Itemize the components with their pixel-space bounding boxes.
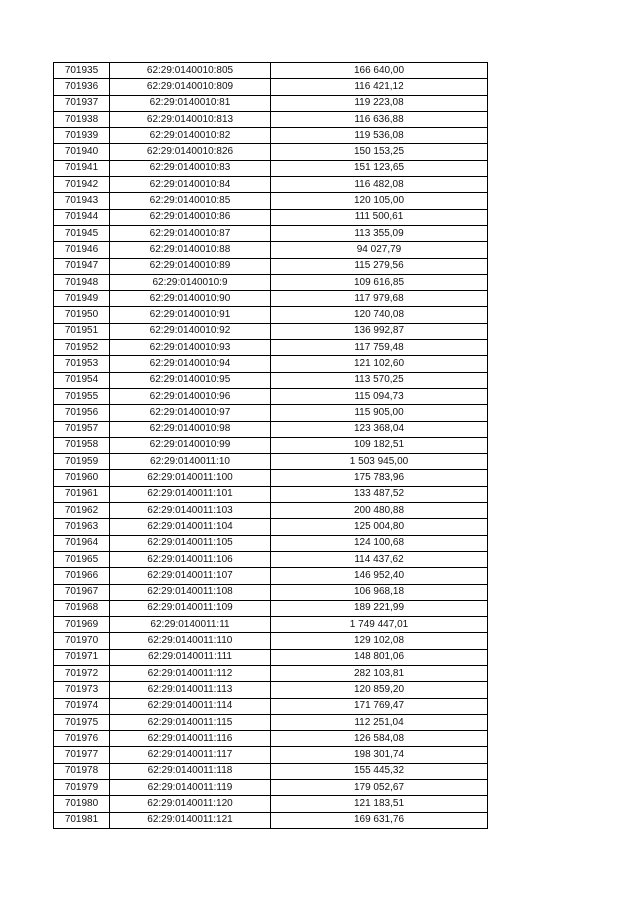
table-row xyxy=(54,600,488,616)
cadastral-value-cell: 119 223,08 xyxy=(271,95,488,111)
cadastral-number-cell: 62:29:0140011:10 xyxy=(110,454,271,470)
cadastral-value-cell: 121 183,51 xyxy=(271,796,488,812)
row-id-cell: 701981 xyxy=(54,812,110,828)
row-id-cell: 701938 xyxy=(54,111,110,127)
cadastral-value-cell: 120 740,08 xyxy=(271,307,488,323)
table-row xyxy=(54,160,488,176)
cadastral-value-cell: 1 749 447,01 xyxy=(271,617,488,633)
cadastral-value-cell: 106 968,18 xyxy=(271,584,488,600)
table-row xyxy=(54,714,488,730)
table-row xyxy=(54,812,488,828)
row-id-cell: 701974 xyxy=(54,698,110,714)
cadastral-number-cell: 62:29:0140011:121 xyxy=(110,812,271,828)
cadastral-value-cell: 117 979,68 xyxy=(271,291,488,307)
table-row xyxy=(54,405,488,421)
cadastral-value-cell: 115 279,56 xyxy=(271,258,488,274)
cadastral-value-cell: 150 153,25 xyxy=(271,144,488,160)
cadastral-value-cell: 155 445,32 xyxy=(271,763,488,779)
cadastral-number-cell: 62:29:0140011:118 xyxy=(110,763,271,779)
cadastral-number-cell: 62:29:0140010:98 xyxy=(110,421,271,437)
cadastral-value-cell: 111 500,61 xyxy=(271,209,488,225)
table-row xyxy=(54,763,488,779)
row-id-cell: 701964 xyxy=(54,535,110,551)
cadastral-value-cell: 136 992,87 xyxy=(271,323,488,339)
cadastral-value-cell: 120 105,00 xyxy=(271,193,488,209)
cadastral-value-cell: 282 103,81 xyxy=(271,665,488,681)
cadastral-number-cell: 62:29:0140011:117 xyxy=(110,747,271,763)
cadastral-value-cell: 94 027,79 xyxy=(271,242,488,258)
row-id-cell: 701970 xyxy=(54,633,110,649)
row-id-cell: 701962 xyxy=(54,503,110,519)
cadastral-value-cell: 171 769,47 xyxy=(271,698,488,714)
cadastral-value-cell: 148 801,06 xyxy=(271,649,488,665)
cadastral-value-cell: 109 182,51 xyxy=(271,437,488,453)
cadastral-number-cell: 62:29:0140010:91 xyxy=(110,307,271,323)
cadastral-number-cell: 62:29:0140011:100 xyxy=(110,470,271,486)
table-row xyxy=(54,551,488,567)
table-row xyxy=(54,535,488,551)
cadastral-value-cell: 117 759,48 xyxy=(271,340,488,356)
cadastral-number-cell: 62:29:0140011:109 xyxy=(110,600,271,616)
table-row xyxy=(54,665,488,681)
cadastral-value-cell: 126 584,08 xyxy=(271,731,488,747)
cadastral-number-cell: 62:29:0140010:95 xyxy=(110,372,271,388)
cadastral-number-cell: 62:29:0140011:119 xyxy=(110,780,271,796)
table-row xyxy=(54,111,488,127)
cadastral-value-cell: 113 355,09 xyxy=(271,225,488,241)
cadastral-number-cell: 62:29:0140011:110 xyxy=(110,633,271,649)
table-row xyxy=(54,209,488,225)
table-row xyxy=(54,503,488,519)
cadastral-value-cell: 175 783,96 xyxy=(271,470,488,486)
cadastral-value-cell: 133 487,52 xyxy=(271,486,488,502)
row-id-cell: 701935 xyxy=(54,63,110,79)
table-row xyxy=(54,731,488,747)
cadastral-number-cell: 62:29:0140011:115 xyxy=(110,714,271,730)
row-id-cell: 701944 xyxy=(54,209,110,225)
row-id-cell: 701953 xyxy=(54,356,110,372)
table-row xyxy=(54,323,488,339)
cadastral-number-cell: 62:29:0140011:107 xyxy=(110,568,271,584)
cadastral-number-cell: 62:29:0140010:82 xyxy=(110,128,271,144)
cadastral-number-cell: 62:29:0140011:120 xyxy=(110,796,271,812)
table-row xyxy=(54,470,488,486)
cadastral-value-cell: 124 100,68 xyxy=(271,535,488,551)
table-row xyxy=(54,372,488,388)
table-body xyxy=(54,63,488,829)
table-row xyxy=(54,193,488,209)
cadastral-value-cell: 112 251,04 xyxy=(271,714,488,730)
table-row xyxy=(54,79,488,95)
table-row xyxy=(54,388,488,404)
table-row xyxy=(54,144,488,160)
cadastral-number-cell: 62:29:0140011:108 xyxy=(110,584,271,600)
row-id-cell: 701965 xyxy=(54,551,110,567)
table-row xyxy=(54,633,488,649)
table-row xyxy=(54,682,488,698)
cadastral-number-cell: 62:29:0140010:92 xyxy=(110,323,271,339)
row-id-cell: 701968 xyxy=(54,600,110,616)
cadastral-value-cell: 146 952,40 xyxy=(271,568,488,584)
table-row xyxy=(54,177,488,193)
cadastral-number-cell: 62:29:0140010:88 xyxy=(110,242,271,258)
cadastral-number-cell: 62:29:0140010:809 xyxy=(110,79,271,95)
row-id-cell: 701980 xyxy=(54,796,110,812)
cadastral-number-cell: 62:29:0140010:96 xyxy=(110,388,271,404)
cadastral-value-cell: 125 004,80 xyxy=(271,519,488,535)
table-row xyxy=(54,63,488,79)
cadastral-number-cell: 62:29:0140011:11 xyxy=(110,617,271,633)
cadastral-number-cell: 62:29:0140010:85 xyxy=(110,193,271,209)
row-id-cell: 701959 xyxy=(54,454,110,470)
row-id-cell: 701951 xyxy=(54,323,110,339)
cadastral-number-cell: 62:29:0140010:89 xyxy=(110,258,271,274)
row-id-cell: 701977 xyxy=(54,747,110,763)
cadastral-number-cell: 62:29:0140010:826 xyxy=(110,144,271,160)
cadastral-number-cell: 62:29:0140010:83 xyxy=(110,160,271,176)
cadastral-number-cell: 62:29:0140010:805 xyxy=(110,63,271,79)
row-id-cell: 701960 xyxy=(54,470,110,486)
row-id-cell: 701963 xyxy=(54,519,110,535)
row-id-cell: 701961 xyxy=(54,486,110,502)
table-row xyxy=(54,421,488,437)
cadastral-value-cell: 1 503 945,00 xyxy=(271,454,488,470)
cadastral-number-cell: 62:29:0140010:86 xyxy=(110,209,271,225)
cadastral-value-cell: 120 859,20 xyxy=(271,682,488,698)
row-id-cell: 701939 xyxy=(54,128,110,144)
cadastral-value-cell: 169 631,76 xyxy=(271,812,488,828)
table-row xyxy=(54,747,488,763)
table-row xyxy=(54,307,488,323)
table-row xyxy=(54,291,488,307)
table-row xyxy=(54,95,488,111)
table-row xyxy=(54,128,488,144)
row-id-cell: 701975 xyxy=(54,714,110,730)
cadastral-number-cell: 62:29:0140011:111 xyxy=(110,649,271,665)
cadastral-number-cell: 62:29:0140010:9 xyxy=(110,274,271,290)
row-id-cell: 701967 xyxy=(54,584,110,600)
row-id-cell: 701952 xyxy=(54,340,110,356)
row-id-cell: 701947 xyxy=(54,258,110,274)
cadastral-number-cell: 62:29:0140010:813 xyxy=(110,111,271,127)
row-id-cell: 701966 xyxy=(54,568,110,584)
table-row xyxy=(54,437,488,453)
cadastral-value-cell: 189 221,99 xyxy=(271,600,488,616)
row-id-cell: 701948 xyxy=(54,274,110,290)
cadastral-value-cell: 116 482,08 xyxy=(271,177,488,193)
cadastral-value-cell: 198 301,74 xyxy=(271,747,488,763)
table-row xyxy=(54,519,488,535)
cadastral-value-cell: 119 536,08 xyxy=(271,128,488,144)
table-row xyxy=(54,486,488,502)
row-id-cell: 701937 xyxy=(54,95,110,111)
row-id-cell: 701955 xyxy=(54,388,110,404)
table-row xyxy=(54,340,488,356)
cadastral-value-cell: 121 102,60 xyxy=(271,356,488,372)
row-id-cell: 701945 xyxy=(54,225,110,241)
table-row xyxy=(54,617,488,633)
row-id-cell: 701976 xyxy=(54,731,110,747)
cadastral-number-cell: 62:29:0140010:87 xyxy=(110,225,271,241)
cadastral-number-cell: 62:29:0140011:106 xyxy=(110,551,271,567)
cadastral-value-cell: 179 052,67 xyxy=(271,780,488,796)
cadastral-number-cell: 62:29:0140010:93 xyxy=(110,340,271,356)
row-id-cell: 701936 xyxy=(54,79,110,95)
row-id-cell: 701978 xyxy=(54,763,110,779)
cadastral-number-cell: 62:29:0140011:103 xyxy=(110,503,271,519)
cadastral-value-cell: 113 570,25 xyxy=(271,372,488,388)
cadastral-value-table xyxy=(53,62,488,829)
cadastral-number-cell: 62:29:0140010:90 xyxy=(110,291,271,307)
cadastral-number-cell: 62:29:0140011:101 xyxy=(110,486,271,502)
table-row xyxy=(54,698,488,714)
table-row xyxy=(54,568,488,584)
cadastral-number-cell: 62:29:0140011:113 xyxy=(110,682,271,698)
row-id-cell: 701949 xyxy=(54,291,110,307)
cadastral-value-cell: 200 480,88 xyxy=(271,503,488,519)
row-id-cell: 701950 xyxy=(54,307,110,323)
cadastral-value-cell: 129 102,08 xyxy=(271,633,488,649)
row-id-cell: 701956 xyxy=(54,405,110,421)
table-row xyxy=(54,225,488,241)
cadastral-number-cell: 62:29:0140011:112 xyxy=(110,665,271,681)
cadastral-value-cell: 151 123,65 xyxy=(271,160,488,176)
row-id-cell: 701971 xyxy=(54,649,110,665)
cadastral-number-cell: 62:29:0140011:116 xyxy=(110,731,271,747)
row-id-cell: 701969 xyxy=(54,617,110,633)
cadastral-value-cell: 114 437,62 xyxy=(271,551,488,567)
row-id-cell: 701979 xyxy=(54,780,110,796)
cadastral-value-cell: 123 368,04 xyxy=(271,421,488,437)
table-row xyxy=(54,274,488,290)
table-row xyxy=(54,796,488,812)
row-id-cell: 701940 xyxy=(54,144,110,160)
cadastral-number-cell: 62:29:0140011:114 xyxy=(110,698,271,714)
row-id-cell: 701942 xyxy=(54,177,110,193)
cadastral-number-cell: 62:29:0140010:84 xyxy=(110,177,271,193)
row-id-cell: 701973 xyxy=(54,682,110,698)
cadastral-value-cell: 115 094,73 xyxy=(271,388,488,404)
cadastral-number-cell: 62:29:0140011:105 xyxy=(110,535,271,551)
cadastral-value-cell: 109 616,85 xyxy=(271,274,488,290)
cadastral-number-cell: 62:29:0140010:81 xyxy=(110,95,271,111)
table-row xyxy=(54,356,488,372)
table-row xyxy=(54,258,488,274)
table-row xyxy=(54,454,488,470)
cadastral-number-cell: 62:29:0140011:104 xyxy=(110,519,271,535)
row-id-cell: 701957 xyxy=(54,421,110,437)
cadastral-value-cell: 116 421,12 xyxy=(271,79,488,95)
cadastral-value-cell: 166 640,00 xyxy=(271,63,488,79)
cadastral-number-cell: 62:29:0140010:97 xyxy=(110,405,271,421)
row-id-cell: 701943 xyxy=(54,193,110,209)
table-row xyxy=(54,584,488,600)
row-id-cell: 701972 xyxy=(54,665,110,681)
row-id-cell: 701946 xyxy=(54,242,110,258)
table-row xyxy=(54,242,488,258)
row-id-cell: 701958 xyxy=(54,437,110,453)
cadastral-value-cell: 115 905,00 xyxy=(271,405,488,421)
cadastral-number-cell: 62:29:0140010:99 xyxy=(110,437,271,453)
cadastral-number-cell: 62:29:0140010:94 xyxy=(110,356,271,372)
table-row xyxy=(54,780,488,796)
cadastral-value-cell: 116 636,88 xyxy=(271,111,488,127)
row-id-cell: 701954 xyxy=(54,372,110,388)
table-row xyxy=(54,649,488,665)
row-id-cell: 701941 xyxy=(54,160,110,176)
